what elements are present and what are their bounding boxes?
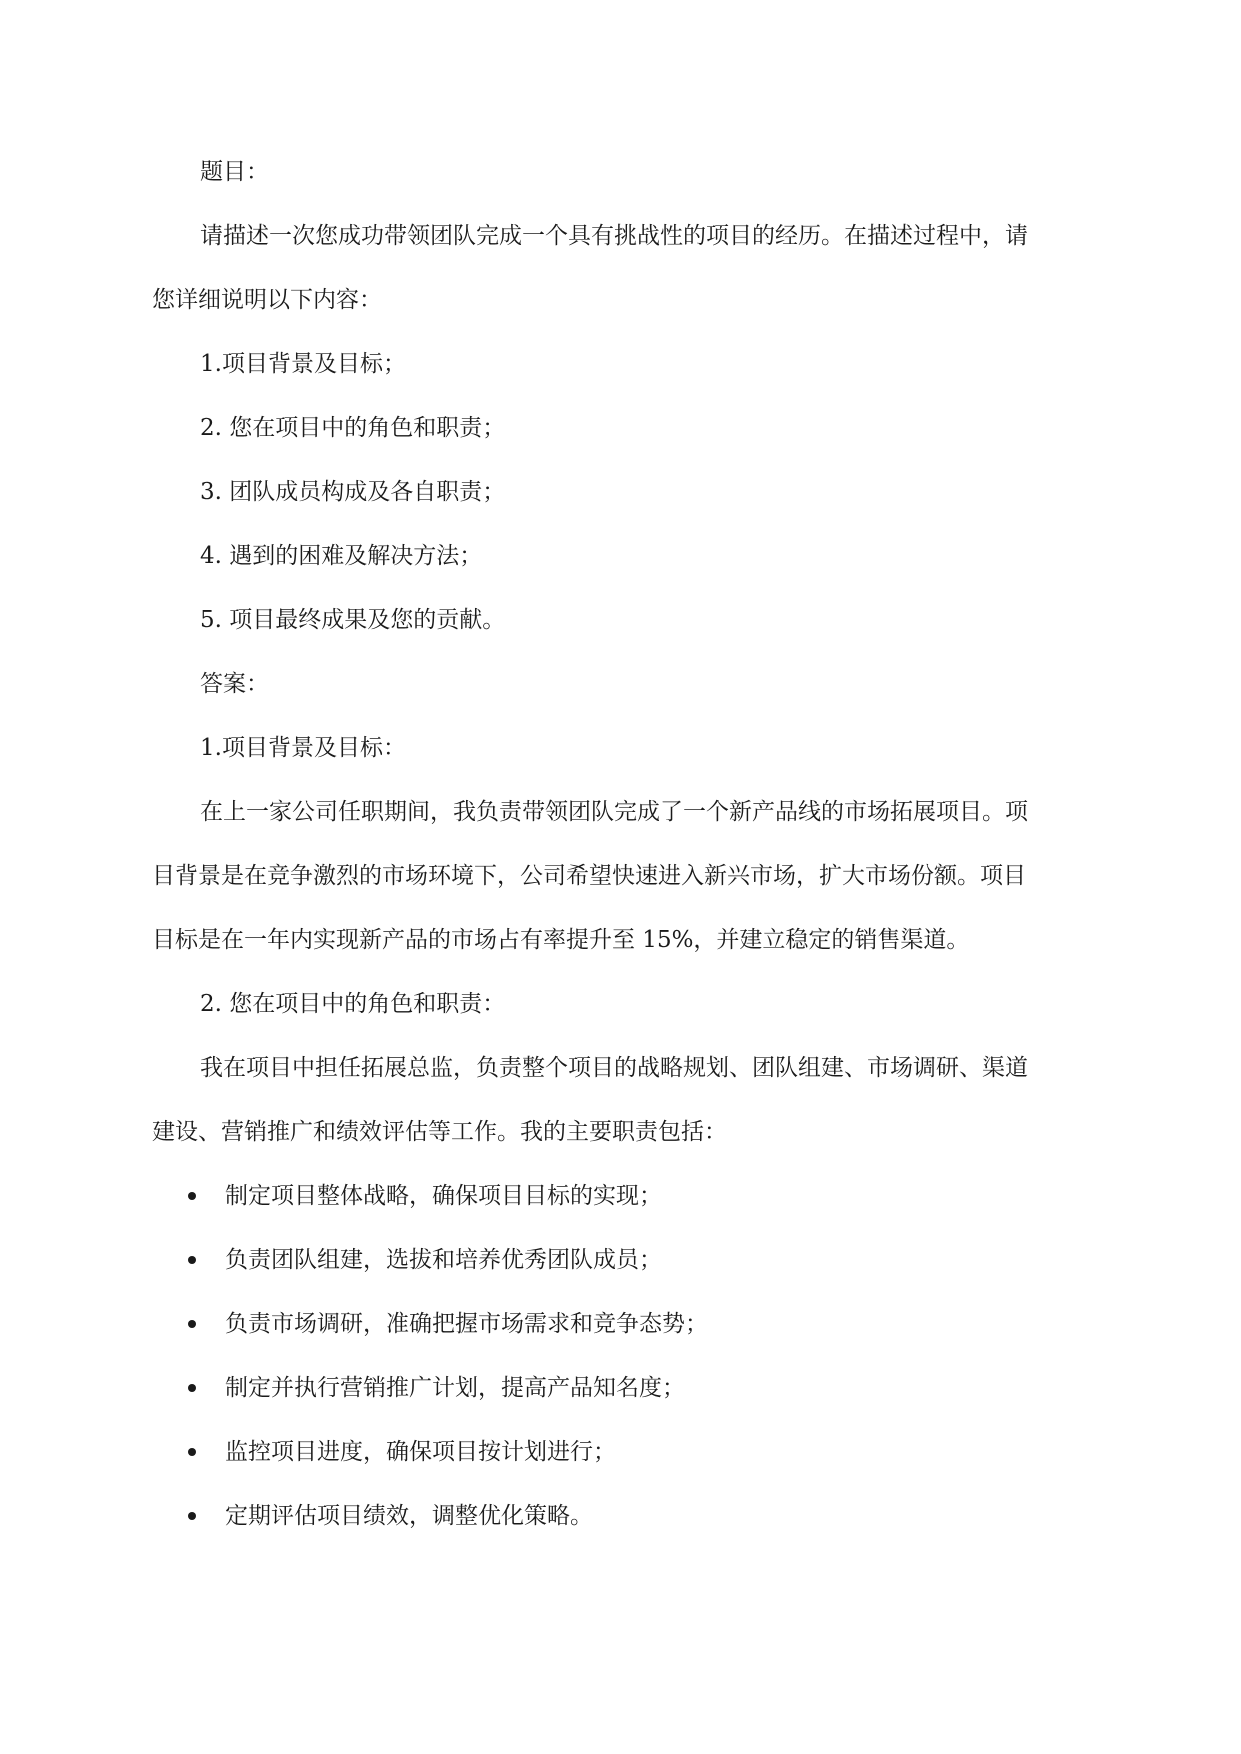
question-item-3: 3. 团队成员构成及各自职责； <box>200 479 506 505</box>
list-item-text: 负责团队组建，选拔和培养优秀团队成员； <box>225 1247 662 1273</box>
bullet-icon <box>188 1384 196 1392</box>
answer-heading: 答案： <box>200 671 269 697</box>
list-item <box>152 1484 1092 1548</box>
bullet-icon <box>188 1320 196 1328</box>
list-item <box>152 1292 1092 1356</box>
section2-line-1: 我在项目中担任拓展总监，负责整个项目的战略规划、团队组建、市场调研、渠道 <box>200 1055 1028 1081</box>
bullet-icon <box>188 1448 196 1456</box>
list-item <box>152 1228 1092 1292</box>
section1-line-2: 目背景是在竞争激烈的市场环境下，公司希望快速进入新兴市场，扩大市场份额。项目 <box>152 863 1026 889</box>
section1-line-3: 目标是在一年内实现新产品的市场占有率提升至 15%，并建立稳定的销售渠道。 <box>152 927 970 953</box>
list-item-text: 定期评估项目绩效，调整优化策略。 <box>225 1503 593 1529</box>
question-heading: 题目： <box>200 159 269 185</box>
question-line-2: 您详细说明以下内容： <box>152 287 382 313</box>
question-item-5: 5. 项目最终成果及您的贡献。 <box>200 607 506 633</box>
question-item-4: 4. 遇到的困难及解决方法； <box>200 543 483 569</box>
bullet-icon <box>188 1192 196 1200</box>
list-item <box>152 1164 1092 1228</box>
question-item-1: 1.项目背景及目标； <box>200 351 406 377</box>
question-item-2: 2. 您在项目中的角色和职责； <box>200 415 506 441</box>
document-body <box>152 140 1092 1548</box>
section1-heading: 1.项目背景及目标： <box>200 735 406 761</box>
list-item-text: 监控项目进度，确保项目按计划进行； <box>225 1439 616 1465</box>
question-line-1: 请描述一次您成功带领团队完成一个具有挑战性的项目的经历。在描述过程中，请 <box>200 223 1028 249</box>
responsibilities-list <box>152 1164 1092 1548</box>
section2-heading: 2. 您在项目中的角色和职责： <box>200 991 506 1017</box>
section1-line-1: 在上一家公司任职期间，我负责带领团队完成了一个新产品线的市场拓展项目。项 <box>200 799 1028 825</box>
section2-line-2: 建设、营销推广和绩效评估等工作。我的主要职责包括： <box>152 1119 727 1145</box>
list-item <box>152 1356 1092 1420</box>
bullet-icon <box>188 1512 196 1520</box>
list-item <box>152 1420 1092 1484</box>
list-item-text: 制定项目整体战略，确保项目目标的实现； <box>225 1183 662 1209</box>
bullet-icon <box>188 1256 196 1264</box>
list-item-text: 制定并执行营销推广计划，提高产品知名度； <box>225 1375 685 1401</box>
list-item-text: 负责市场调研，准确把握市场需求和竞争态势； <box>225 1311 708 1337</box>
